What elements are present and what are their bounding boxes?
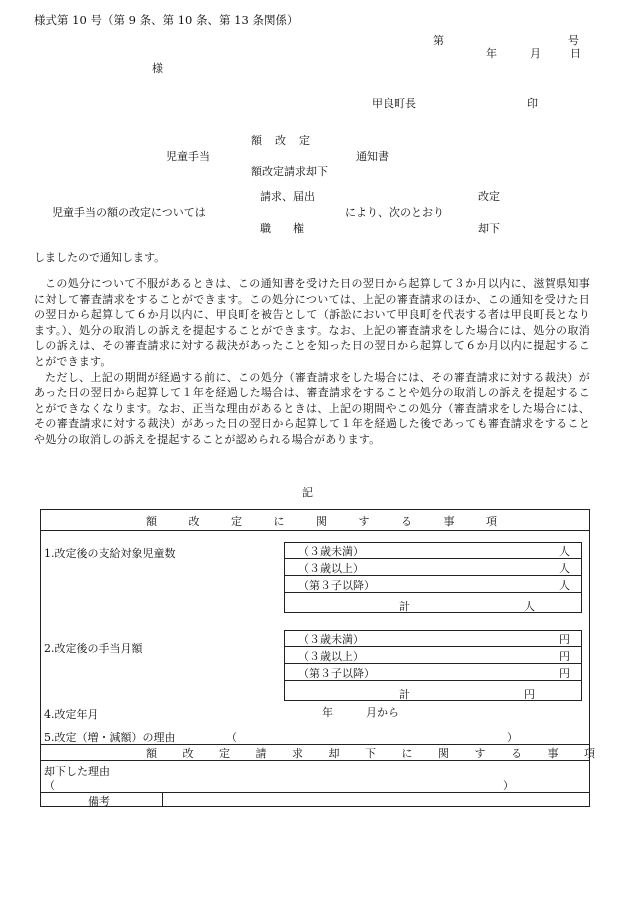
item4-year: 年 bbox=[322, 706, 333, 719]
item2-row: （３歳以上） 円 bbox=[284, 647, 582, 664]
item5-open-paren: （ bbox=[226, 731, 237, 744]
rejection-reason-label: 却下した理由 bbox=[44, 765, 110, 778]
ki-mark: 記 bbox=[302, 486, 313, 499]
item1-label: 1.改定後の支給対象児童数 bbox=[44, 547, 176, 560]
item4-label: 4.改定年月 bbox=[44, 708, 99, 721]
rejection-section-header: 額 改 定 請 求 却 下 に 関 す る 事 項 bbox=[146, 747, 606, 760]
item1-row: （第３子以降） 人 bbox=[284, 576, 582, 593]
title-right: 通知書 bbox=[356, 150, 389, 163]
item1-total-unit: 人 bbox=[524, 600, 535, 613]
item5-label: 5.改定（増・減額）の理由 bbox=[44, 731, 176, 744]
title-option-rejection: 額改定請求却下 bbox=[251, 165, 328, 178]
rejection-close-paren: ） bbox=[503, 779, 514, 792]
intro-prefix: 児童手当の額の改定については bbox=[52, 206, 206, 219]
title-left: 児童手当 bbox=[166, 150, 210, 163]
intro-option-request: 請求、届出 bbox=[260, 190, 315, 203]
remarks-field[interactable] bbox=[164, 793, 588, 806]
issuer: 甲良町長 bbox=[372, 97, 416, 110]
item1-total-label: 計 bbox=[399, 600, 410, 613]
date-day: 日 bbox=[570, 47, 581, 60]
item4-month-from: 月から bbox=[366, 706, 399, 719]
addressee-suffix: 様 bbox=[152, 62, 163, 75]
item2-total-unit: 円 bbox=[524, 688, 535, 701]
intro-option-reject: 却下 bbox=[478, 222, 500, 235]
seal-mark: 印 bbox=[527, 97, 538, 110]
date-year: 年 bbox=[486, 47, 497, 60]
appeal-notice-paragraph-2: ただし、上記の期間が経過する前に、この処分（審査請求をした場合には、その審査請求に対する裁決）があった日の翌日から起算して１年を経過した場合は、審査請求をすることや処分の取消しの訴えを提起することができなくなります。なお、正当な理由があるときは、上記の期間やこの処分（審査請求をした場合には、その審査請求に対する裁決）があった日の翌日から起算して１年を経過した後であっても審査請求をすることや処分の取消しの訴えを提起することが認められる場合があります。 bbox=[34, 370, 590, 446]
item1-row: （３歳以上） 人 bbox=[284, 559, 582, 576]
remarks-label: 備考 bbox=[88, 795, 110, 808]
item5-close-paren: ） bbox=[507, 731, 518, 744]
appeal-notice-paragraph-1: この処分について不服があるときは、この通知書を受けた日の翌日から起算して３か月以内に、滋賀県知事に対して審査請求をすることができます。この処分については、上記の審査請求のほか、この通知を受けた日の翌日から起算して６か月以内に、甲良町を被告として（訴訟において甲良町を代表する者は甲良町長となります。）、処分の取消しの訴えを提起することができます。なお、上記の審査請求をした場合には、処分の取消しの訴えは、その審査請求に対する裁決があったことを知った日の翌日から起算して６か月以内に提起することができます。 bbox=[34, 277, 590, 368]
title-option-revision: 額 改 定 bbox=[251, 134, 311, 147]
appeal-notice bbox=[34, 276, 590, 448]
number-prefix: 第 bbox=[433, 34, 444, 47]
intro-middle: により、次のとおり bbox=[345, 206, 444, 219]
revision-section-header: 額 改 定 に 関 す る 事 項 bbox=[146, 515, 511, 528]
item2-label: 2.改定後の手当月額 bbox=[44, 642, 143, 655]
intro-option-revise: 改定 bbox=[478, 190, 500, 203]
intro-option-ex-officio: 職 権 bbox=[260, 222, 304, 235]
item1-row: （３歳未満） 人 bbox=[284, 542, 582, 559]
number-suffix: 号 bbox=[568, 34, 579, 47]
item2-row: （３歳未満） 円 bbox=[284, 630, 582, 647]
date-month: 月 bbox=[530, 47, 541, 60]
item2-total-label: 計 bbox=[399, 688, 410, 701]
form-label: 様式第 10 号（第 9 条、第 10 条、第 13 条関係） bbox=[34, 13, 299, 27]
item2-row: （第３子以降） 円 bbox=[284, 664, 582, 681]
rejection-open-paren: （ bbox=[44, 779, 55, 792]
intro-closing: しましたので通知します。 bbox=[34, 251, 166, 264]
